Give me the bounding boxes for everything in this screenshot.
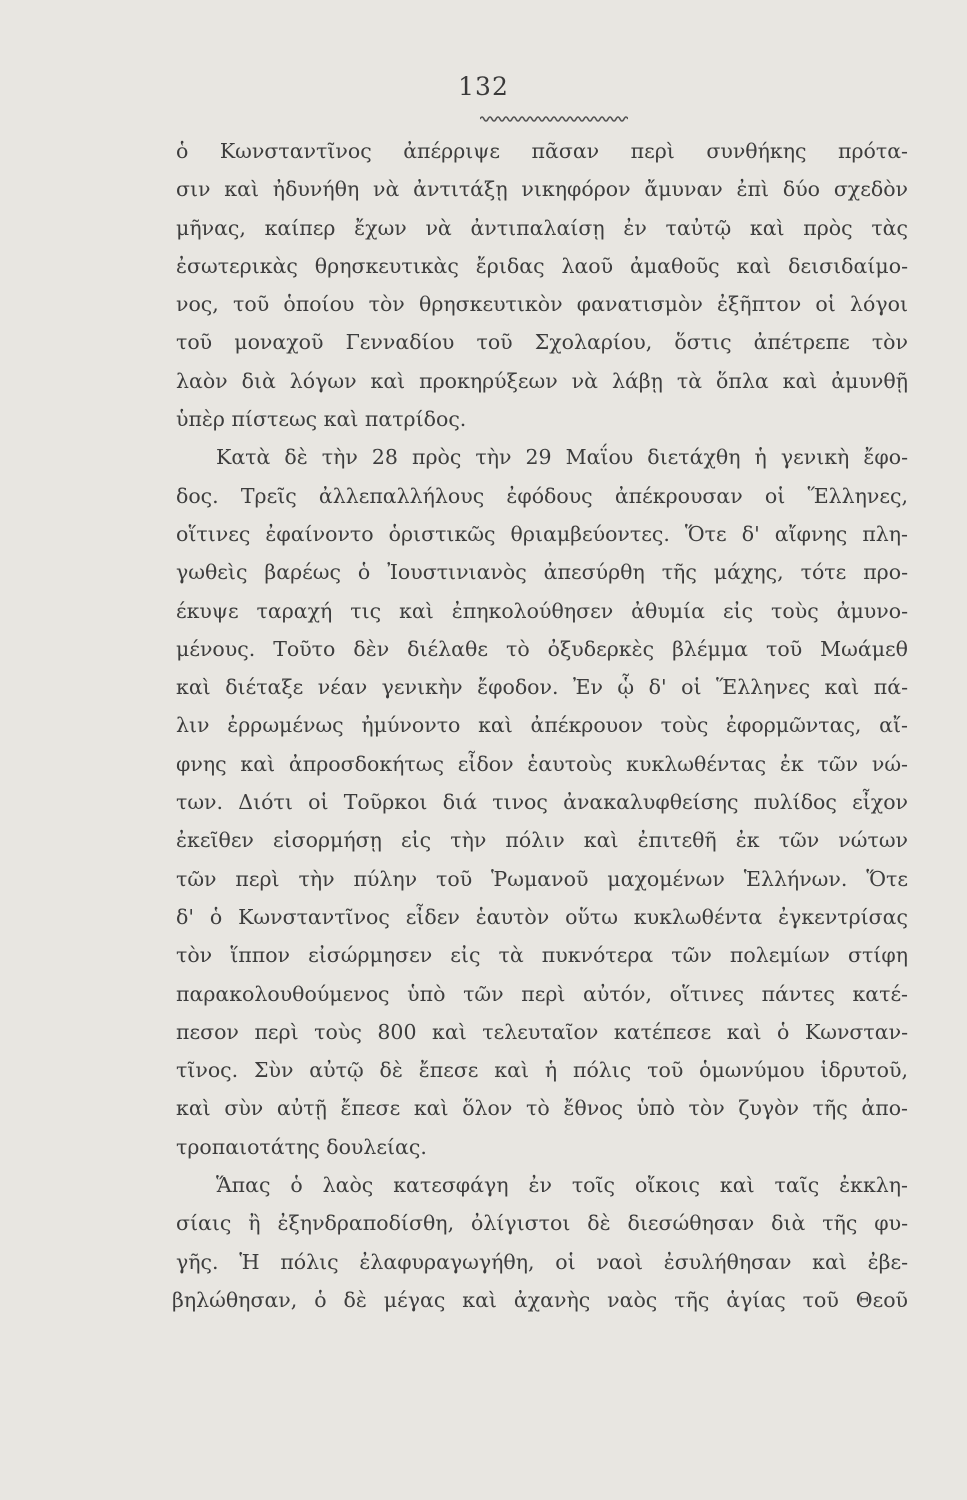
text-line: παρακολουθούμενος ὑπὸ τῶν περὶ αὐτόν, οἵτινες πάντες κατέ- bbox=[176, 981, 908, 1006]
text-line: έκυψε ταραχή τις καὶ ἐπηκολούθησεν ἀθυμία εἰς τοὺς ἀμυνο- bbox=[176, 598, 908, 623]
text-line: οἵτινες ἐφαίνοντο ὁριστικῶς θριαμβεύοντες. Ὅτε δ' αἴφνης πλη- bbox=[176, 521, 908, 546]
text-line: λιν ἐρρωμένως ἠμύνοντο καὶ ἀπέκρουον τοὺς ἐφορμῶντας, αἴ- bbox=[176, 713, 908, 738]
text-line: τοῦ μοναχοῦ Γενναδίου τοῦ Σχολαρίου, ὅστις ἀπέτρεπε τὸν bbox=[176, 330, 908, 355]
text-line: τροπαιοτάτης δουλείας. bbox=[176, 1134, 427, 1159]
text-line: τῶν περὶ τὴν πύλην τοῦ Ῥωμανοῦ μαχομένων Ἑλλήνων. Ὅτε bbox=[176, 866, 908, 891]
text-line: δ' ὁ Κωνσταντῖνος εἶδεν ἑαυτὸν οὕτω κυκλωθέντα ἐγκεντρίσας bbox=[176, 904, 908, 929]
text-line: ἐσωτερικὰς θρησκευτικὰς ἔριδας λαοῦ ἀμαθοῦς καὶ δεισιδαίμο- bbox=[176, 253, 908, 278]
text-line: τῖνος. Σὺν αὐτῷ δὲ ἔπεσε καὶ ἡ πόλις τοῦ ὁμωνύμου ἱδρυτοῦ, bbox=[176, 1058, 908, 1083]
text-line: καὶ διέταξε νέαν γενικὴν ἔφοδον. Ἐν ᾧ δ' οἱ Ἕλληνες καὶ πά- bbox=[176, 675, 908, 700]
wavy-rule-ornament bbox=[480, 114, 628, 124]
text-line: Ἅπας ὁ λαὸς κατεσφάγη ἐν τοῖς οἴκοις καὶ ταῖς ἐκκλη- bbox=[216, 1173, 908, 1198]
text-line: καὶ σὺν αὐτῇ ἔπεσε καὶ ὅλον τὸ ἔθνος ὑπὸ τὸν ζυγὸν τῆς ἀπο- bbox=[176, 1096, 908, 1121]
text-line: Κατὰ δὲ τὴν 28 πρὸς τὴν 29 Μαΐου διετάχθη ἡ γενικὴ ἔφο- bbox=[216, 445, 908, 470]
text-line: μένους. Τοῦτο δὲν διέλαθε τὸ ὀξυδερκὲς βλέμμα τοῦ Μωάμεθ bbox=[176, 636, 908, 661]
text-line: δος. Τρεῖς ἀλλεπαλλήλους ἐφόδους ἀπέκρουσαν οἱ Ἕλληνες, bbox=[176, 483, 908, 508]
text-line: φνης καὶ ἀπροσδοκήτως εἶδον ἑαυτοὺς κυκλωθέντας ἐκ τῶν νώ- bbox=[176, 751, 908, 776]
page-number: 132 bbox=[458, 72, 509, 101]
text-line: των. Διότι οἱ Τοῦρκοι διά τινος ἀνακαλυφθείσης πυλίδος εἶχον bbox=[176, 790, 908, 815]
text-line: σιν καὶ ἠδυνήθη νὰ ἀντιτάξῃ νικηφόρον ἄμυναν ἐπὶ δύο σχεδὸν bbox=[176, 177, 908, 202]
body-text bbox=[172, 132, 908, 1319]
text-line: λαὸν διὰ λόγων καὶ προκηρύξεων νὰ λάβῃ τὰ ὅπλα καὶ ἀμυνθῇ bbox=[176, 368, 908, 393]
text-line: σίαις ἢ ἐξηνδραποδίσθη, ὀλίγιστοι δὲ διεσώθησαν διὰ τῆς φυ- bbox=[176, 1211, 908, 1236]
text-line: μῆνας, καίπερ ἔχων νὰ ἀντιπαλαίσῃ ἐν ταὐτῷ καὶ πρὸς τὰς bbox=[176, 215, 908, 240]
text-line: γωθεὶς βαρέως ὁ Ἰουστινιανὸς ἀπεσύρθη τῆς μάχης, τότε προ- bbox=[176, 560, 908, 585]
text-line: νος, τοῦ ὁποίου τὸν θρησκευτικὸν φανατισμὸν ἐξῆπτον οἱ λόγοι bbox=[176, 292, 908, 317]
text-line: ἐκεῖθεν εἰσορμήσῃ εἰς τὴν πόλιν καὶ ἐπιτεθῆ ἐκ τῶν νώτων bbox=[176, 828, 908, 853]
text-line: ὑπὲρ πίστεως καὶ πατρίδος. bbox=[176, 407, 467, 432]
text-line: βηλώθησαν, ὁ δὲ μέγας καὶ ἀχανὴς ναὸς τῆς ἁγίας τοῦ Θεοῦ bbox=[172, 1287, 908, 1312]
text-line: τὸν ἵππον εἰσώρμησεν εἰς τὰ πυκνότερα τῶν πολεμίων στίφη bbox=[176, 943, 908, 968]
text-line: πεσον περὶ τοὺς 800 καὶ τελευταῖον κατέπεσε καὶ ὁ Κωνσταν- bbox=[176, 1019, 908, 1044]
text-line: ὁ Κωνσταντῖνος ἀπέρριψε πᾶσαν περὶ συνθήκης πρότα- bbox=[176, 139, 908, 163]
text-line: γῆς. Ἡ πόλις ἐλαφυραγωγήθη, οἱ ναοὶ ἐσυλήθησαν καὶ ἐβε- bbox=[176, 1249, 908, 1274]
